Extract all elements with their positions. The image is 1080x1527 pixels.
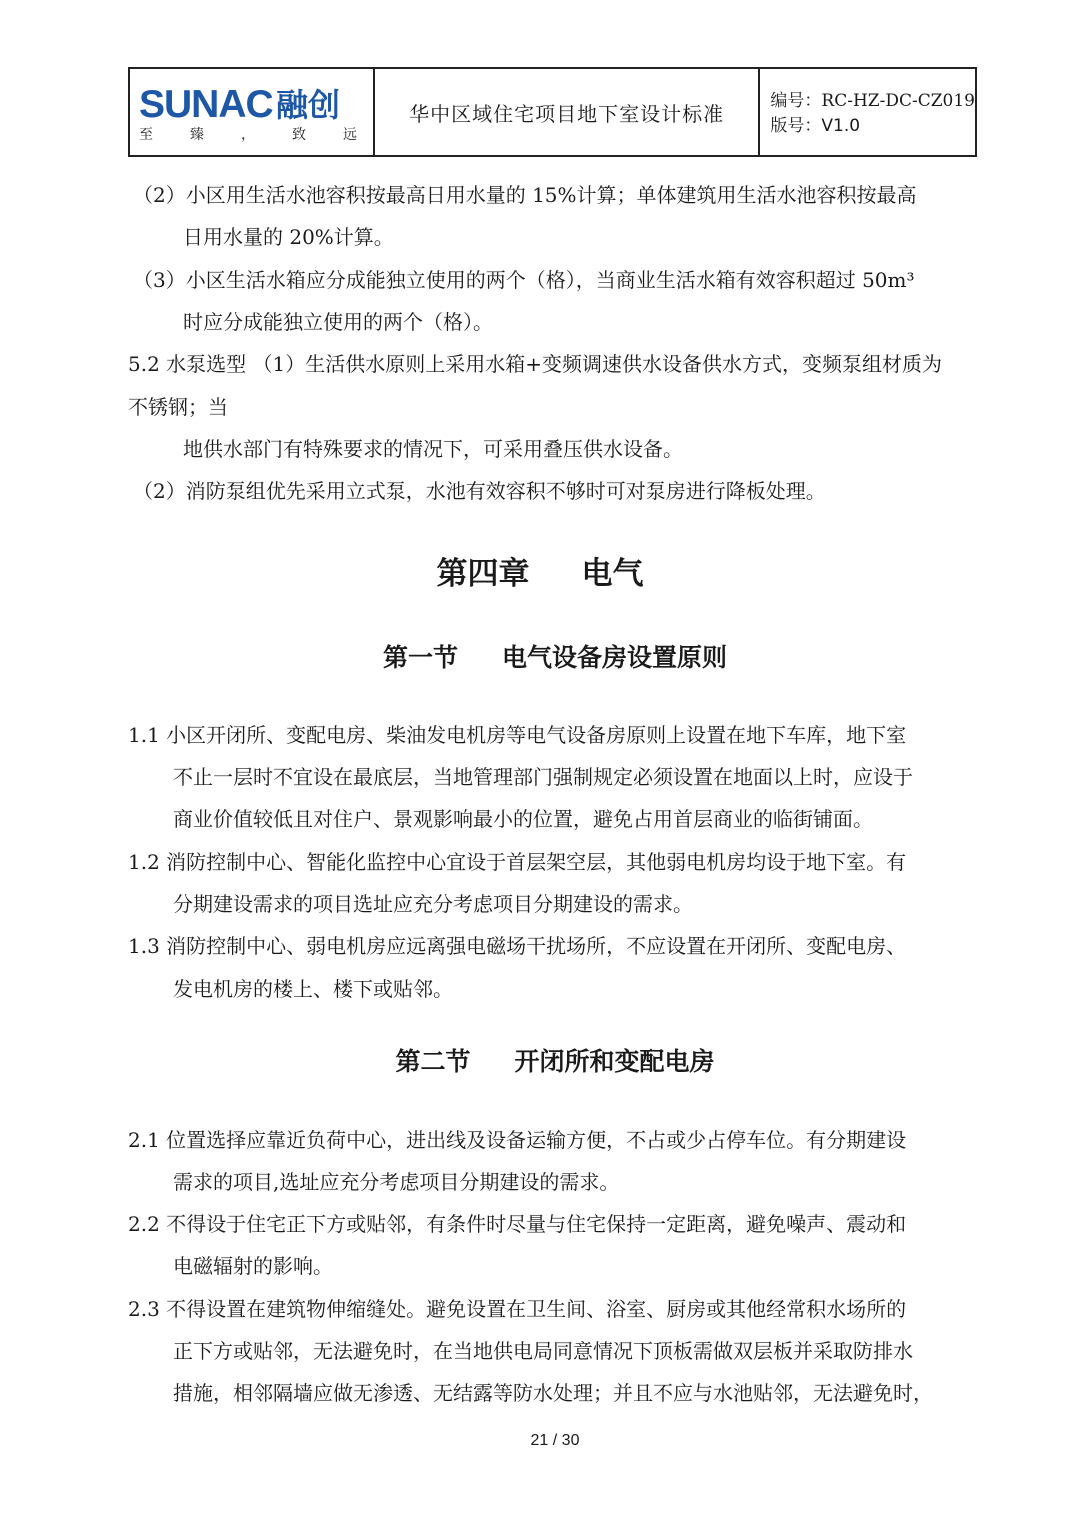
section-heading — [0, 1042, 1080, 1078]
section-name: 开闭所和变配电房 — [514, 1047, 715, 1076]
paragraph-line: （3）小区生活水箱应分成能独立使用的两个（格），当商业生活水箱有效容积超过 50m³ — [133, 268, 915, 292]
paragraph-line: 正下方或贴邻，无法避免时，在当地供电局同意情况下顶板需做双层板并采取防排水 — [173, 1339, 913, 1363]
chapter-heading — [0, 548, 1080, 593]
paragraph-line: 电磁辐射的影响。 — [173, 1254, 333, 1278]
page-number: 21 / 30 — [530, 1432, 580, 1449]
paragraph-line: 发电机房的楼上、楼下或贴邻。 — [173, 977, 453, 1001]
slogan-char: 至 — [139, 127, 153, 143]
version-value: V1.0 — [821, 116, 861, 136]
paragraph-line: （2）小区用生活水池容积按最高日用水量的 15%计算；单体建筑用生活水池容积按最高 — [133, 183, 917, 207]
paragraph-line: 时应分成能独立使用的两个（格）。 — [183, 310, 493, 334]
paragraph-line: 需求的项目,选址应充分考虑项目分期建设的需求。 — [173, 1170, 620, 1194]
document-title: 华中区域住宅项目地下室设计标准 — [409, 101, 725, 126]
paragraph-line: 5.2 水泵选型 （1）生活供水原则上采用水箱+变频调速供水设备供水方式，变频泵组材质为 — [128, 352, 943, 376]
section-heading — [0, 638, 1080, 674]
section-number: 第一节 — [382, 643, 458, 672]
slogan-char: 致 — [292, 127, 306, 143]
paragraph-line: 1.3 消防控制中心、弱电机房应远离强电磁场干扰场所，不应设置在开闭所、变配电房、 — [128, 934, 907, 958]
code-label: 编号： — [770, 91, 822, 111]
document-version — [770, 114, 975, 139]
code-value: RC-HZ-DC-CZ019 — [821, 91, 975, 111]
section-name: 电气设备房设置原则 — [502, 643, 728, 672]
paragraph-line: 分期建设需求的项目选址应充分考虑项目分期建设的需求。 — [173, 892, 693, 916]
chapter-number: 第四章 — [436, 556, 530, 592]
slogan-char: 臻 — [190, 127, 204, 143]
paragraph-line: 1.2 消防控制中心、智能化监控中心宜设于首层架空层，其他弱电机房均设于地下室。有 — [128, 850, 907, 874]
paragraph-line: 不止一层时不宜设在最底层，当地管理部门强制规定必须设置在地面以上时，应设于 — [173, 765, 913, 789]
logo — [130, 69, 375, 155]
section-number: 第二节 — [395, 1047, 471, 1076]
document-code — [770, 89, 975, 114]
paragraph-line: 2.2 不得设于住宅正下方或贴邻，有条件时尽量与住宅保持一定距离，避免噪声、震动和 — [128, 1212, 907, 1236]
paragraph-line: 2.1 位置选择应靠近负荷中心，进出线及设备运输方便，不占或少占停车位。有分期建设 — [128, 1128, 907, 1152]
logo-chinese: 融创 — [276, 86, 341, 124]
version-label: 版号： — [770, 116, 822, 136]
logo-slogan — [139, 124, 357, 144]
paragraph-line: 日用水量的 20%计算。 — [183, 225, 394, 249]
chapter-name: 电气 — [581, 556, 644, 592]
paragraph-line: （2）消防泵组优先采用立式泵，水池有效容积不够时可对泵房进行降板处理。 — [133, 479, 826, 503]
paragraph-line: 商业价值较低且对住户、景观影响最小的位置，避免占用首层商业的临街铺面。 — [173, 807, 873, 831]
slogan-char: 远 — [343, 127, 357, 143]
paragraph-line: 地供水部门有特殊要求的情况下，可采用叠压供水设备。 — [183, 437, 683, 461]
paragraph-line: 2.3 不得设置在建筑物伸缩缝处。避免设置在卫生间、浴室、厨房或其他经常积水场所的 — [128, 1297, 907, 1321]
paragraph-line: 1.1 小区开闭所、变配电房、柴油发电机房等电气设备房原则上设置在地下车库，地下室 — [128, 723, 907, 747]
document-header — [128, 67, 977, 157]
document-code-cell — [760, 69, 975, 155]
paragraph-line: 措施，相邻隔墙应做无渗透、无结露等防水处理；并且不应与水池贴邻，无法避免时， — [173, 1381, 933, 1405]
document-title-cell — [375, 69, 761, 155]
slogan-char: ， — [241, 127, 255, 143]
logo-wordmark: SUNAC — [139, 83, 273, 126]
paragraph-line: 不锈钢；当 — [128, 395, 228, 419]
